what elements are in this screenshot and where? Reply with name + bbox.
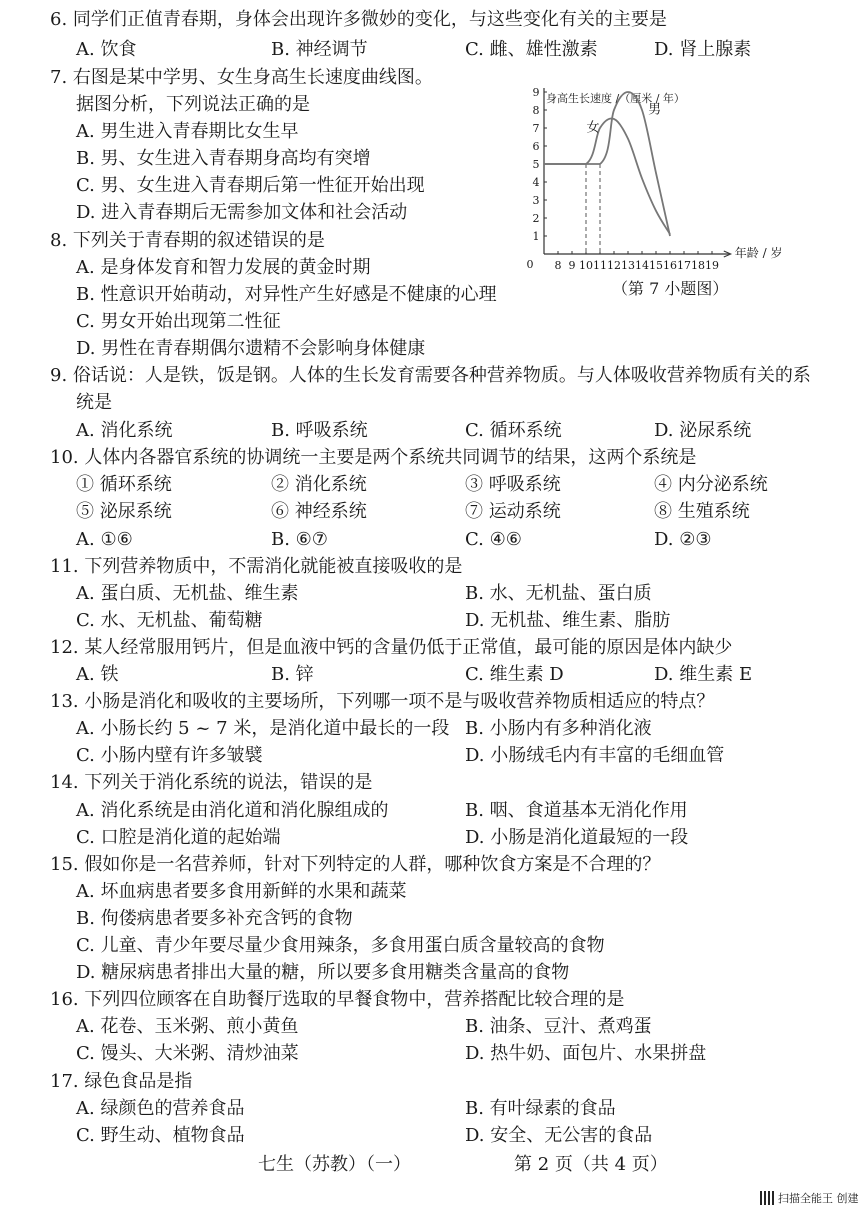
- x-tick-label: 15: [649, 259, 663, 272]
- q8-stem: 8. 下列关于青春期的叙述错误的是: [50, 230, 325, 251]
- y-tick-label: 1: [532, 230, 540, 243]
- q10-item-8: ⑧ 生殖系统: [654, 501, 750, 522]
- scanner-watermark: [760, 1190, 859, 1206]
- q9-option-b: B. 呼吸系统: [271, 420, 368, 441]
- y-tick-label: 2: [532, 212, 540, 225]
- q10-item-4: ④ 内分泌系统: [654, 474, 768, 495]
- q10-item-3: ③ 呼吸系统: [465, 474, 561, 495]
- q11-option-d: D. 无机盐、维生素、脂肪: [465, 610, 671, 631]
- q17-option-a: A. 绿颜色的营养食品: [76, 1098, 245, 1119]
- y-tick-label: 9: [532, 88, 540, 99]
- q9-option-d: D. 泌尿系统: [654, 420, 752, 441]
- q13-stem: 13. 小肠是消化和吸收的主要场所，下列哪一项不是与吸收营养物质相适应的特点？: [50, 691, 715, 712]
- q13-option-b: B. 小肠内有多种消化液: [465, 718, 652, 739]
- q8-option-c: C. 男女开始出现第二性征: [76, 311, 281, 332]
- q17-option-b: B. 有叶绿素的食品: [465, 1098, 616, 1119]
- x-tick-label: 14: [635, 259, 649, 272]
- x-tick-label: 16: [663, 259, 677, 272]
- q9-stem: 9. 俗话说：人是铁，饭是钢。人体的生长发育需要各种营养物质。与人体吸收营养物质有关的系: [50, 365, 811, 386]
- chart-caption: （第 7 小题图）: [612, 279, 729, 298]
- q16-option-c: C. 馒头、大米粥、清炒油菜: [76, 1043, 299, 1064]
- x-tick-label: 8: [554, 259, 562, 272]
- q12-option-c: C. 维生素 D: [465, 664, 564, 685]
- series-label-female: 女: [586, 120, 600, 136]
- q15-option-c: C. 儿童、青少年要尽量少食用辣条，多食用蛋白质含量较高的食物: [76, 935, 605, 956]
- q10-item-7: ⑦ 运动系统: [465, 501, 561, 522]
- q15-option-b: B. 佝偻病患者要多补充含钙的食物: [76, 908, 353, 929]
- q6-option-c: C. 雌、雄性激素: [465, 39, 598, 60]
- y-tick-label: 6: [532, 140, 540, 153]
- q17-option-d: D. 安全、无公害的食品: [465, 1125, 653, 1146]
- q6-option-a: A. 饮食: [76, 39, 137, 60]
- x-tick-label: 10: [579, 259, 593, 272]
- q16-option-b: B. 油条、豆汁、煮鸡蛋: [465, 1016, 652, 1037]
- watermark-text: 扫描全能王 创建: [778, 1192, 859, 1205]
- footer-subject: 七生（苏教）（一）: [258, 1154, 411, 1175]
- q11-option-c: C. 水、无机盐、葡萄糖: [76, 610, 263, 631]
- q14-option-b: B. 咽、食道基本无消化作用: [465, 800, 688, 821]
- q7-option-d: D. 进入青春期后无需参加文体和社会活动: [76, 202, 408, 223]
- q11-option-a: A. 蛋白质、无机盐、维生素: [76, 583, 299, 604]
- q10-item-1: ① 循环系统: [76, 474, 172, 495]
- q10-item-5: ⑤ 泌尿系统: [76, 501, 172, 522]
- growth-rate-chart: [520, 88, 860, 308]
- q17-stem: 17. 绿色食品是指: [50, 1071, 193, 1092]
- chart-title: 身高生长速度 /（厘米 / 年）: [546, 92, 685, 105]
- q10-option-a: A. ①⑥: [76, 529, 133, 550]
- x-tick-label: 11: [593, 259, 607, 272]
- q8-option-d: D. 男性在青春期偶尔遗精不会影响身体健康: [76, 338, 426, 359]
- q16-option-d: D. 热牛奶、面包片、水果拼盘: [465, 1043, 707, 1064]
- q14-option-c: C. 口腔是消化道的起始端: [76, 827, 281, 848]
- q12-option-b: B. 锌: [271, 664, 314, 685]
- q12-option-d: D. 维生素 E: [654, 664, 753, 685]
- y-tick-label: 8: [532, 104, 540, 117]
- q8-option-b: B. 性意识开始萌动，对异性产生好感是不健康的心理: [76, 284, 497, 305]
- q14-option-a: A. 消化系统是由消化道和消化腺组成的: [76, 800, 389, 821]
- series-line-female: [544, 119, 670, 235]
- x-tick-label: 9: [568, 259, 576, 272]
- q13-option-c: C. 小肠内壁有许多皱襞: [76, 745, 263, 766]
- q8-option-a: A. 是身体发育和智力发展的黄金时期: [76, 257, 371, 278]
- q15-option-a: A. 坏血病患者要多食用新鲜的水果和蔬菜: [76, 881, 407, 902]
- x-tick-label: 17: [677, 259, 691, 272]
- footer-page-number: 第 2 页（共 4 页）: [514, 1154, 668, 1175]
- q13-option-d: D. 小肠绒毛内有丰富的毛细血管: [465, 745, 725, 766]
- y-tick-label: 3: [532, 194, 540, 207]
- q9-option-a: A. 消化系统: [76, 420, 173, 441]
- y-tick-label: 4: [532, 176, 540, 189]
- q10-item-2: ② 消化系统: [271, 474, 367, 495]
- qr-code-icon: [760, 1191, 774, 1205]
- q10-stem: 10. 人体内各器官系统的协调统一主要是两个系统共同调节的结果，这两个系统是: [50, 447, 697, 468]
- q12-stem: 12. 某人经常服用钙片，但是血液中钙的含量仍低于正常值，最可能的原因是体内缺少: [50, 637, 733, 658]
- q11-option-b: B. 水、无机盐、蛋白质: [465, 583, 652, 604]
- q9-option-c: C. 循环系统: [465, 420, 562, 441]
- q10-option-d: D. ②③: [654, 529, 712, 550]
- q12-option-a: A. 铁: [76, 664, 119, 685]
- q9-stem-2: 统是: [76, 392, 112, 413]
- q17-option-c: C. 野生动、植物食品: [76, 1125, 245, 1146]
- q10-option-b: B. ⑥⑦: [271, 529, 328, 550]
- q7-option-b: B. 男、女生进入青春期身高均有突增: [76, 148, 371, 169]
- q16-option-a: A. 花卷、玉米粥、煎小黄鱼: [76, 1016, 299, 1037]
- q16-stem: 16. 下列四位顾客在自助餐厅选取的早餐食物中，营养搭配比较合理的是: [50, 989, 625, 1010]
- x-axis-label: 年龄 / 岁: [734, 246, 783, 260]
- q14-option-d: D. 小肠是消化道最短的一段: [465, 827, 689, 848]
- x-tick-label: 12: [607, 259, 621, 272]
- q6-option-b: B. 神经调节: [271, 39, 368, 60]
- x-tick-label: 18: [691, 259, 705, 272]
- q7-option-a: A. 男生进入青春期比女生早: [76, 121, 299, 142]
- q10-item-6: ⑥ 神经系统: [271, 501, 367, 522]
- q14-stem: 14. 下列关于消化系统的说法，错误的是: [50, 772, 373, 793]
- x-tick-label: 13: [621, 259, 635, 272]
- q15-option-d: D. 糖尿病患者排出大量的糖，所以要多食用糖类含量高的食物: [76, 962, 570, 983]
- q6-option-d: D. 肾上腺素: [654, 39, 752, 60]
- q7-option-c: C. 男、女生进入青春期后第一性征开始出现: [76, 175, 425, 196]
- x-tick-label: 19: [705, 259, 719, 272]
- q10-option-c: C. ④⑥: [465, 529, 522, 550]
- y-tick-label: 5: [532, 158, 540, 171]
- origin-label: 0: [526, 258, 534, 271]
- q15-stem: 15. 假如你是一名营养师，针对下列特定的人群，哪种饮食方案是不合理的？: [50, 854, 661, 875]
- q7-stem-2: 据图分析，下列说法正确的是: [76, 94, 310, 115]
- q7-stem: 7. 右图是某中学男、女生身高生长速度曲线图。: [50, 67, 433, 88]
- q11-stem: 11. 下列营养物质中，不需消化就能被直接吸收的是: [50, 556, 463, 577]
- q6-stem: 6. 同学们正值青春期，身体会出现许多微妙的变化，与这些变化有关的主要是: [50, 9, 667, 30]
- y-tick-label: 7: [532, 122, 540, 135]
- series-label-male: 男: [648, 102, 662, 118]
- q13-option-a: A. 小肠长约 5 ~ 7 米，是消化道中最长的一段: [76, 718, 450, 739]
